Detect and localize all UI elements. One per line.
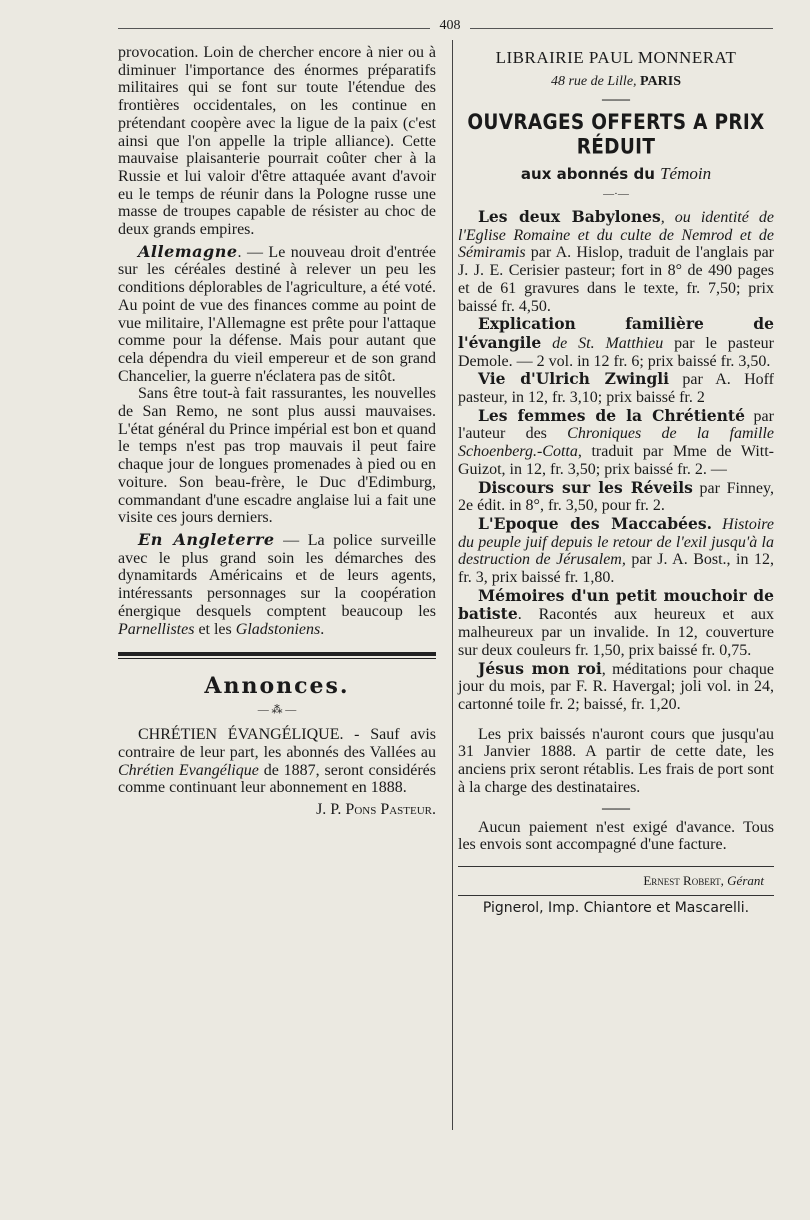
prices-notice: Les prix baissés n'auront cours que jusqu'au 31 Janvier 1888. A partir de cette date, les anciens prix seront rétablis. Les frais de port sont à la charge des destinataires. [458, 725, 774, 796]
annonce-text-2: de 1887, seront considérés comme continuant leur abonnement en 1888. [118, 761, 436, 797]
offer-heading: OUVRAGES OFFERTS A PRIX RÉDUIT [467, 110, 765, 160]
book-title: Explication familière de l'évangile [458, 314, 774, 352]
annonces-rule-thick [118, 652, 436, 656]
address-city: PARIS [636, 74, 681, 89]
offer-subheading [458, 164, 774, 184]
book-details: par l'auteur des [458, 407, 774, 443]
book-entry-femmes [458, 407, 774, 479]
annonces-ornament: — ⁂ — [257, 704, 297, 717]
book-entry-reveils [458, 479, 774, 515]
allemagne-paragraph [118, 243, 436, 386]
book-entry-jesus [458, 660, 774, 714]
san-remo-paragraph: Sans être tout-à fait rassurantes, les nouvelles de San Remo, ne sont plus aussi mauvaises. L'état général du Prince impérial est bon et quand le temps n'est pas trop mauvais il peut faire chaque jour de longues promenades à pied ou en voiture. Son beau-frère, le Duc d'Edimburg, commandant d'une escadre anglaise lui a fait une visite ces jours derniers. [118, 385, 436, 527]
librairie-address [458, 74, 774, 90]
page-number: 408 [430, 18, 470, 34]
gerant-name: Ernest Robert [643, 872, 721, 888]
right-column [458, 44, 774, 916]
book-title: Les femmes de la Chrétienté [478, 405, 745, 425]
offer-sub-text: aux abonnés du [520, 165, 661, 183]
book-details: par Finney, 2e édit. in 8°, fr. 3,50, pour fr. 2. [458, 479, 774, 515]
annonce-paragraph [118, 726, 436, 797]
connector-text: et les [194, 620, 236, 638]
angleterre-paragraph [118, 531, 436, 638]
book-details: par A. Hoff pasteur, in 12, fr. 3,10; prix baissé fr. 2 [458, 371, 774, 407]
period-text: . [320, 620, 325, 638]
annonces-heading: Annonces. [204, 673, 350, 700]
librairie-heading: LIBRAIRIE PAUL MONNERAT [495, 48, 737, 67]
book-entry-explication [458, 315, 774, 370]
annonce-text-1: . - Sauf avis contraire de leur part, les abonnés des Vallées au [118, 726, 436, 761]
allemagne-rubric: Allemagne [138, 241, 238, 261]
book-details: par le pasteur Demole. — 2 vol. in 12 fr. 6; prix baissé fr. 3,50. [458, 334, 774, 370]
book-title: Discours sur les Réveils [478, 477, 693, 497]
book-details: par A. Hislop, traduit de l'anglais par J. J. E. Cerisier pasteur; fort in 8° de 490 pages et de 61 gravures dans le texte, fr. 7,50; prix baissé fr. 4,50. [458, 244, 774, 315]
annonce-lead: CHRÉTIEN ÉVANGÉLIQUE [138, 726, 340, 744]
book-subtitle: Chroniques de la famille Schoenberg.-Cotta [458, 425, 774, 461]
column-divider [452, 40, 453, 1130]
left-column [118, 44, 436, 819]
book-title: L'Epoque des Maccabées. [478, 513, 712, 533]
book-title: Jésus mon roi [478, 658, 602, 678]
book-subtitle: de St. Matthieu [541, 334, 664, 352]
footer-rule [458, 866, 774, 867]
parnellistes-text: Parnellistes [118, 620, 195, 638]
annonce-signature: J. P. Pons Pasteur. [316, 801, 436, 819]
book-details: , méditations pour chaque jour du mois, par F. R. Havergal; joli vol. in 24, cartonné toile fr. 2; baissé, fr. 1,20. [458, 660, 774, 713]
book-details: par J. A. Bost., in 12, fr. 3, prix baissé fr. 1,80. [458, 551, 774, 587]
printer-imprint: Pignerol, Imp. Chiantore et Mascarelli. [482, 899, 750, 916]
offer-sub-italic: Témoin [660, 164, 712, 183]
angleterre-rubric: En Angleterre [138, 529, 275, 549]
payment-notice: Aucun paiement n'est exigé d'avance. Tous les envois sont accompagné d'une facture. [458, 818, 774, 854]
book-title: Vie d'Ulrich Zwingli [478, 369, 670, 389]
annonces-rule-thin [118, 658, 436, 659]
allemagne-text: . — Le nouveau droit d'entrée sur les céréales destiné à relever un peu les conditions déplorables de l'agriculture, a été voté. Au point de vue des finances comme au point de vue militaire, l'Allemagne est prête pour l'attaque comme pour la défense. Mais pour autant que cela dépendra du vieil empereur et de son grand Chancelier, la guerre n'éclatera pas de sitôt. [118, 243, 436, 385]
notice-separator: —— [602, 800, 630, 816]
book-details: . Racontés aux heureux et aux malheureux par un invalide. In 12, couverture sur deux couleurs fr. 1,50, prix baissé fr. 0,75. [458, 606, 774, 659]
book-subtitle: Histoire du peuple juif depuis le retour de l'exil jusqu'à la destruction de Jérusalem, [458, 515, 774, 569]
russia-paragraph: provocation. Loin de chercher encore à nier ou à diminuer l'importance des énormes préparatifs militaires qui se font sur toute l'étendue des frontières occidentales, on les continue en prétendant coopère avec la ligue de la paix (c'est ainsi que l'on appelle la triple alliance). Cette mauvaise plaisanterie pourrait coûter cher à la Russie et lui valoir d'être attaquée avant d'avoir eu le temps de réunir dans la Pologne russe une masse de troupes capable de résister au choc de deux grands empires. [118, 44, 436, 239]
gerant-signature [458, 873, 764, 889]
book-title: Les deux Babylones [478, 207, 661, 226]
gerant-role: , Gérant [720, 872, 764, 888]
annonce-journal-title: Chrétien Evangélique [118, 761, 259, 779]
address-street: 48 rue de Lille, [550, 74, 637, 89]
book-title: Mémoires d'un petit mouchoir de batiste [458, 585, 774, 624]
angleterre-text: — La police surveille avec le plus grand soin les démarches des dynamitards Américains et de leurs agents, intéressants personnages sur la coopération énergique desquels comptent beaucoup les [118, 531, 437, 620]
book-subtitle: , ou identité de l'Eglise Romaine et du culte de Nemrod et de Sémiramis [458, 209, 774, 262]
separator-dash: —— [602, 92, 630, 107]
imprint-rule [458, 895, 774, 896]
gladstoniens-text: Gladstoniens [235, 620, 321, 638]
book-entry-maccabees [458, 515, 774, 587]
offer-ornament: —·— [603, 188, 629, 200]
book-details-2: , traduit par Mme de Witt-Guizot, in 12, fr. 3,50; prix baissé fr. 2. — [458, 443, 774, 478]
book-entry-babylones [458, 208, 774, 315]
book-entry-memoires [458, 587, 774, 660]
book-entry-zwingli [458, 370, 774, 406]
